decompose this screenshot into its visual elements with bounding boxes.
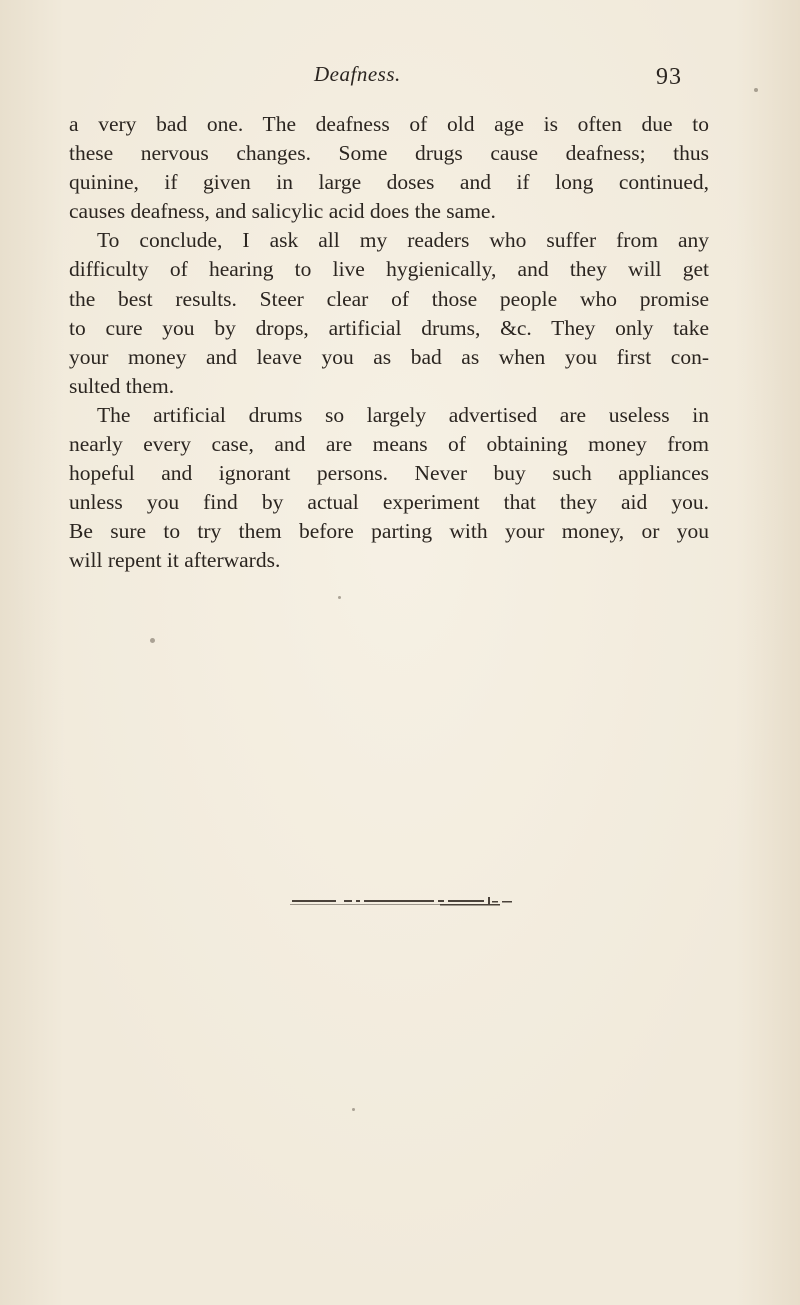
ornament-dash bbox=[344, 900, 352, 902]
text-line-16: will repent it afterwards. bbox=[69, 548, 281, 573]
text-line-13: hopeful and ignorant persons. Never buy such appliances bbox=[69, 461, 709, 486]
paper-speck bbox=[150, 638, 155, 643]
text-line-7: the best results. Steer clear of those people who promise bbox=[69, 286, 709, 311]
running-head bbox=[0, 62, 800, 102]
text-line-1: a very bad one. The deafness of old age is often due to bbox=[69, 112, 709, 136]
ornament-strokes bbox=[290, 897, 512, 906]
text-line-6: difficulty of hearing to live hygienically, and they will get bbox=[69, 257, 709, 282]
text-line-3: quinine, if given in large doses and if long continued, bbox=[69, 170, 709, 195]
text-line-8: to cure you by drops, artificial drums, &c. They only take bbox=[69, 315, 709, 340]
end-rule-ornament bbox=[290, 894, 516, 908]
text-line-5: To conclude, I ask all my readers who suffer from any bbox=[97, 228, 709, 253]
ornament-dash bbox=[292, 900, 336, 902]
ornament-flourish bbox=[502, 901, 512, 903]
text-line-12: nearly every case, and are means of obtaining money from bbox=[69, 432, 709, 457]
text-line-14: unless you find by actual experiment that they aid you. bbox=[69, 490, 709, 515]
running-title: Deafness. bbox=[314, 62, 401, 86]
paper-speck bbox=[754, 88, 758, 92]
ornament-hairline bbox=[440, 904, 500, 906]
ornament-dash bbox=[448, 900, 484, 902]
text-line-15: Be sure to try them before parting with your money, or you bbox=[69, 519, 709, 544]
ornament-hairline bbox=[290, 904, 440, 905]
text-line-11: The artificial drums so largely advertised are useless in bbox=[97, 402, 709, 427]
text-line-10: sulted them. bbox=[69, 373, 175, 398]
ornament-dot bbox=[438, 900, 444, 902]
body-text bbox=[69, 110, 709, 576]
ornament-dot bbox=[356, 900, 360, 902]
text-line-4: causes deafness, and salicylic acid does the same. bbox=[69, 199, 496, 224]
ornament-flourish bbox=[492, 901, 498, 903]
ornament-dash bbox=[364, 900, 434, 902]
paper-speck bbox=[338, 596, 341, 599]
paper-speck bbox=[352, 1108, 355, 1111]
text-line-9: your money and leave you as bad as when you first con- bbox=[69, 344, 709, 369]
page-number: 93 bbox=[656, 64, 682, 90]
text-line-2: these nervous changes. Some drugs cause deafness; thus bbox=[69, 141, 709, 166]
ornament-flourish bbox=[488, 897, 490, 904]
